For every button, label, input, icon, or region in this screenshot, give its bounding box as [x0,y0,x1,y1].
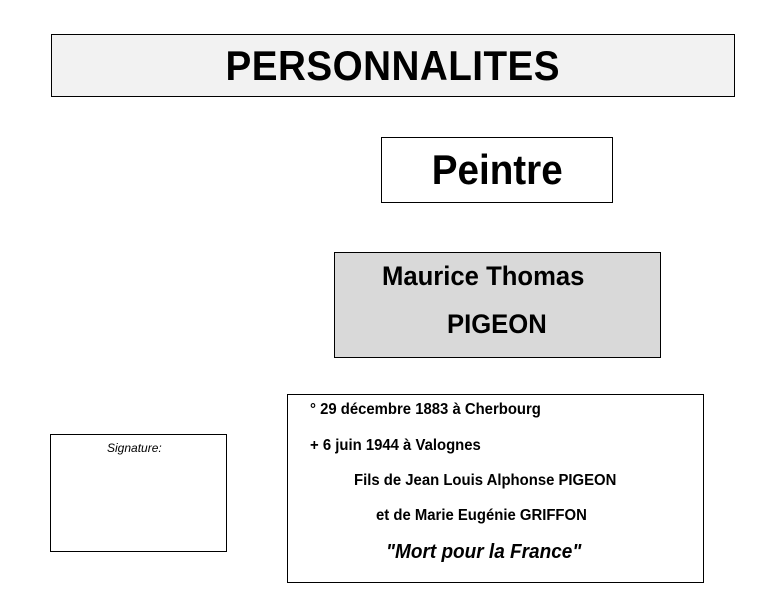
biography-box [287,394,704,583]
profession-title: Peintre [431,146,563,193]
signature-label: Signature: [107,441,162,455]
signature-box [50,434,227,552]
death-info: + 6 juin 1944 à Valognes [310,437,481,454]
page-title: PERSONNALITES [225,41,561,89]
header-banner [51,34,735,97]
profession-box [381,137,613,203]
mother-info: et de Marie Eugénie GRIFFON [376,507,587,524]
person-last-name: PIGEON [447,309,547,339]
person-first-names: Maurice Thomas [382,261,585,291]
mention-text: "Mort pour la France" [386,541,582,563]
birth-info: ° 29 décembre 1883 à Cherbourg [310,401,541,418]
person-name-box [334,252,661,358]
father-info: Fils de Jean Louis Alphonse PIGEON [354,472,617,489]
